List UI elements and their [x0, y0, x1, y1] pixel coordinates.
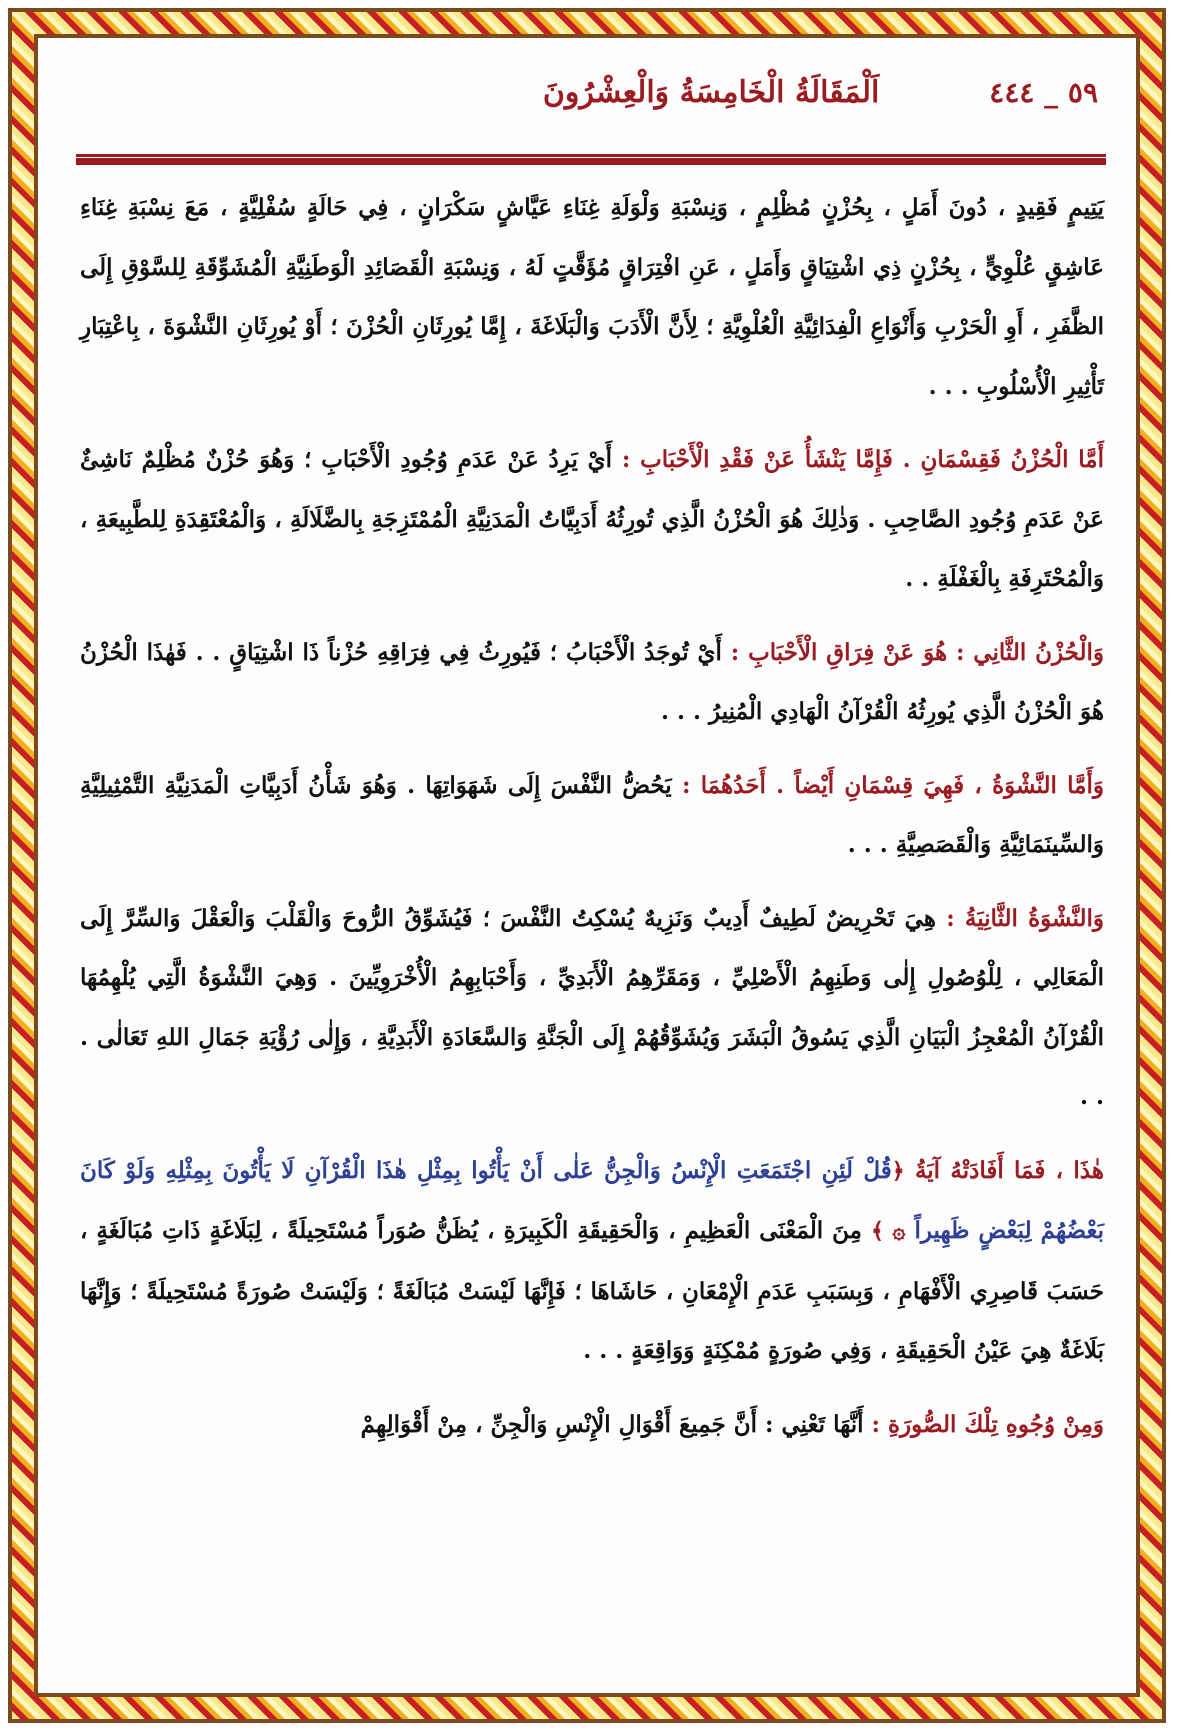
paragraph-3	[80, 623, 1104, 742]
paragraph-lead-heading: وَمِنْ وُجُوهِ تِلْكَ الصُّورَةِ :	[871, 1410, 1104, 1438]
paragraph-5	[80, 889, 1104, 1127]
quran-verse: قُلْ لَئِنِ اجْتَمَعَتِ الْإِنْسُ وَالْجِنُّ عَلٰى أَنْ يَأْتُوا بِمِثْلِ هٰذَا الْقُرْآنِ لَا يَأْتُونَ بِمِثْلِهِ وَلَوْ كَانَ بَعْضُهُمْ لِبَعْضٍ ظَهِيراً	[80, 1156, 1104, 1244]
paragraph-body: يَتِيمٍ فَقِيدٍ ، دُونَ أَمَلٍ ، بِحُزْنٍ مُظْلِمٍ ، وَنِسْبَةِ وَلْوَلَةِ غِنَاءِ عَيَّاشٍ سَكْرَانٍ ، فِي حَالَةٍ سُفْلِيَّةٍ ، مَعَ نِسْبَةِ غِنَاءِ عَاشِقٍ عُلْوِيٍّ ، بِحُزْنٍ ذِي اشْتِيَاقٍ وَأَمَلٍ ، عَنِ افْتِرَاقٍ مُؤَقَّتٍ لَهُ ، وَنِسْبَةِ الْقَصَائِدِ الْوَطَنِيَّةِ الْمُشَوِّقَةِ لِلسَّوْقِ إِلَى الظَّفَرِ ، أَوِ الْحَرْبِ وَأَنْوَاعِ الْفِدَائِيَّةِ الْعُلْوِيَّةِ ؛ لِأَنَّ الْأَدَبَ وَالْبَلَاغَةَ ، إِمَّا يُورِثَانِ الْحُزْنَ ؛ أَوْ يُورِثَانِ النَّشْوَةَ ، بِاعْتِبَارِ تَأْثِيرِ الْأُسْلُوبِ . . .	[80, 194, 1104, 400]
paragraph-1	[80, 178, 1104, 416]
page-number: ٥٩ _ ٤٤٤	[989, 75, 1098, 109]
page-title: اَلْمَقَالَةُ الْخَامِسَةُ وَالْعِشْرُونَ	[542, 74, 880, 110]
paragraph-lead-heading: وَالنَّشْوَةُ الثَّانِيَةُ :	[946, 904, 1105, 932]
paragraph-body: أَيْ تُوجَدُ الْأَحْبَابُ ؛ فَيُورِثُ فِي فِرَاقِهِ حُزْناً ذَا اشْتِيَاقٍ . . فَهٰذَا الْحُزْنُ هُوَ الْحُزْنُ الَّذِي يُورِثُهُ الْقُرْآنُ الْهَادِي الْمُنِيرُ . . .	[80, 638, 1104, 725]
paragraph-lead-heading: أَمَّا الْحُزْنُ فَقِسْمَانِ . فَإِمَّا يَنْشَأُ عَنْ فَقْدِ الْأَحْبَابِ :	[621, 446, 1104, 473]
paragraph-body: أَيْ يَرِدُ عَنْ عَدَمِ وُجُودِ الْأَحْبَابِ ؛ وَهُوَ حُزْنٌ مُظْلِمٌ نَاشِئٌ عَنْ عَدَمِ وُجُودِ الصَّاحِبِ . وَذٰلِكَ هُوَ الْحُزْنُ الَّذِي تُورِثُهُ أَدَبِيَّاتُ الْمَدَنِيَّةِ الْمُمْتَزِجَةِ بِالضَّلَالَةِ ، وَالْمُعْتَقِدَةِ لِلطَّبِيعَةِ ، وَالْمُحْتَرِفَةِ بِالْغَفْلَةِ . .	[80, 446, 1104, 592]
page-header	[46, 62, 1116, 122]
header-rule-thin	[76, 154, 1106, 157]
paragraph-body: مِنَ الْمَعْنَى الْعَظِيمِ ، وَالْحَقِيقَةِ الْكَبِيرَةِ ، يُظَنُّ صُوَراً مُسْتَحِيلَةً ، لِبَلَاغَةٍ ذَاتِ مُبَالَغَةٍ ، حَسَبَ قَاصِرِي الْأَفْهَامِ ، وَبِسَبَبِ عَدَمِ الْإِمْعَانِ ، حَاشَاهَا ؛ فَإِنَّهَا لَيْسَتْ مُبَالَغَةً ؛ وَلَيْسَتْ صُورَةً مُسْتَحِيلَةً ؛ وَإِنَّهَا بَلَاغَةٌ هِيَ عَيْنُ الْحَقِيقَةِ ، وَفِي صُورَةٍ مُمْكِنَةٍ وَوَاقِعَةٍ . . .	[80, 1217, 1104, 1364]
page-body	[80, 178, 1104, 1468]
header-rule-thick	[76, 158, 1106, 165]
verse-open-ornament-icon: ﴿	[891, 1157, 905, 1184]
paragraph-body: هِيَ تَحْرِيضٌ لَطِيفٌ أَدِيبٌ وَنَزِيهٌ يُسْكِتُ النَّفْسَ ؛ فَيُشَوِّقُ الرُّوحَ وَالْقَلْبَ وَالْعَقْلَ وَالسِّرَّ إِلَى الْمَعَالِي ، لِلْوُصُولِ إِلٰى وَطَنِهِمُ الْأَصْلِيِّ ، وَمَقَرِّهِمُ الْأَبَدِيِّ ، وَأَحْبَابِهِمُ الْأُخْرَوِيِّينَ . وَهِيَ النَّشْوَةُ الَّتِي يُلْهِمُهَا الْقُرْآنُ الْمُعْجِزُ الْبَيَانِ الَّذِي يَسُوقُ الْبَشَرَ وَيُشَوِّقُهُمْ إِلَى الْجَنَّةِ وَالسَّعَادَةِ الْأَبَدِيَّةِ ، وَإِلٰى رُؤْيَةِ جَمَالِ اللهِ تَعَالٰى . . .	[80, 904, 1105, 1110]
paragraph-body: أَنَّهَا تَعْنِي : أَنَّ جَمِيعَ أَقْوَالِ الْإِنْسِ وَالْجِنِّ ، مِنْ أَقْوَالِهِمْ	[360, 1410, 872, 1438]
paragraph-7	[80, 1395, 1104, 1455]
paragraph-lead-heading: هٰذَا ، فَمَا أَفَادَتْهُ آيَةُ	[914, 1156, 1104, 1184]
paragraph-2	[80, 430, 1104, 609]
paragraph-lead-heading: وَالْحُزْنُ الثَّانِي : هُوَ عَنْ فِرَاقِ الْأَحْبَابِ :	[730, 638, 1104, 666]
paragraph-lead-heading: وَأَمَّا النَّشْوَةُ ، فَهِيَ قِسْمَانِ أَيْضاً . أَحَدُهُمَا :	[681, 771, 1104, 799]
verse-close-ornament-icon: ۞ ﴾	[871, 1218, 906, 1244]
paragraph-body: يَحُضُّ النَّفْسَ إِلَى شَهَوَاتِهَا . وَهُوَ شَأْنُ أَدَبِيَّاتِ الْمَدَنِيَّةِ التَّمْثِيلِيَّةِ وَالسِّينَمَائِيَّةِ وَالْقَصَصِيَّةِ . . .	[80, 771, 1104, 858]
paragraph-6	[80, 1141, 1104, 1381]
paragraph-4	[80, 756, 1104, 875]
